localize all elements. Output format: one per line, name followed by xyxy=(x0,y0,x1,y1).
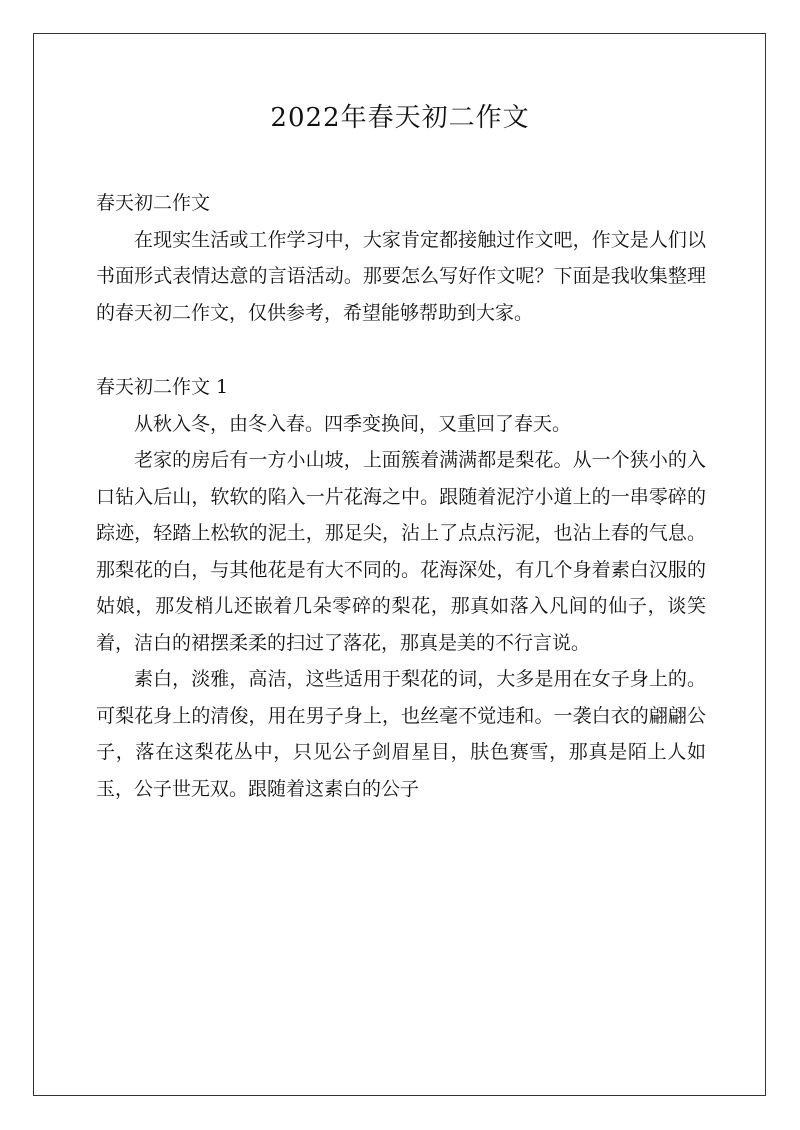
document-title: 2022年春天初二作文 xyxy=(270,103,530,133)
essay1-paragraph-2: 老家的房后有一方小山坡，上面簇着满满都是梨花。从一个狭小的入口钻入后山，软软的陷入一片花海之中。跟随着泥泞小道上的一串零碎的踪迹，轻踏上松软的泥土，那足尖，沾上了点点污泥，也沾上春的气息。那梨花的白，与其他花是有大不同的。花海深处，有几个身着素白汉服的姑娘，那发梢儿还嵌着几朵零碎的梨花，那真如落入凡间的仙子，谈笑着，洁白的裙摆柔柔的扫过了落花，那真是美的不行言说。 xyxy=(96,449,706,654)
section-gap xyxy=(96,331,706,369)
intro-heading: 春天初二作文 xyxy=(96,192,211,214)
document-body xyxy=(96,185,706,807)
essay1-paragraph-3: 素白，淡雅，高洁，这些适用于梨花的词，大多是用在女子身上的。可梨花身上的清俊，用在男子身上，也丝毫不觉违和。一袭白衣的翩翩公子，落在这梨花丛中，只见公子剑眉星目，肤色赛雪，那真是陌上人如玉，公子世无双。跟随着这素白的公子 xyxy=(96,668,706,800)
essay1-paragraph-1: 从秋入冬，由冬入春。四季变换间，又重回了春天。 xyxy=(134,412,572,435)
essay1-heading: 春天初二作文 1 xyxy=(96,376,229,398)
intro-paragraph: 在现实生活或工作学习中，大家肯定都接触过作文吧，作文是人们以书面形式表情达意的言语活动。那要怎么写好作文呢？下面是我收集整理的春天初二作文，仅供参考，希望能够帮助到大家。 xyxy=(96,228,706,324)
